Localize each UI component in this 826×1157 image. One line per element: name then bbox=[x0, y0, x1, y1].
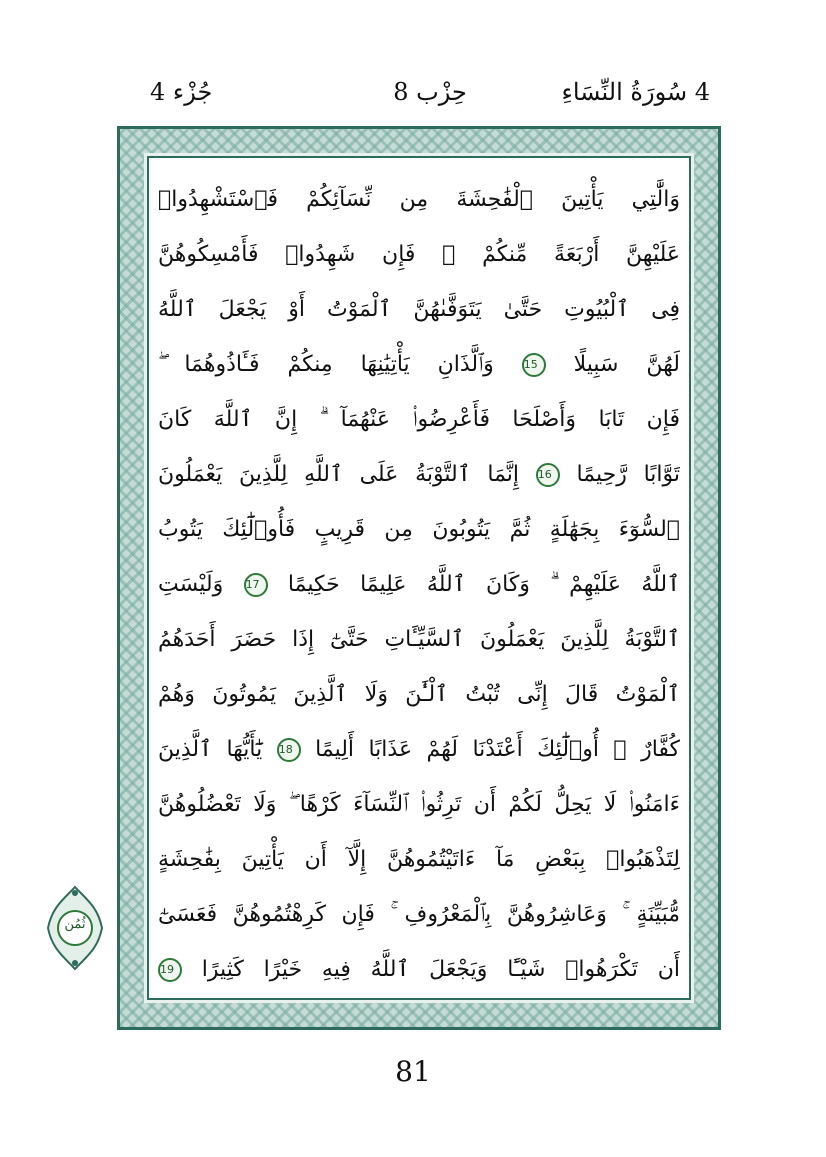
ayah-number-marker: 19 bbox=[158, 958, 182, 982]
page-header bbox=[150, 78, 710, 122]
text-line-1: وَالَّٰتِي يَأْتِينَ ٱلْفَٰحِشَةَ مِن نِّسَآئِكُمْ فَٱسْتَشْهِدُوا۟ bbox=[158, 187, 680, 212]
text-line-5: فَإِن تَابَا وَأَصْلَحَا فَأَعْرِضُوا۟ عَنْهُمَآ ۗ إِنَّ ٱللَّهَ كَانَ bbox=[158, 407, 680, 432]
ayah-number-marker: 15 bbox=[522, 353, 546, 377]
surah-title: 4 سُورَةُ النِّسَاءِ bbox=[561, 78, 710, 106]
text-line-15: أَن تَكْرَهُوا۟ شَيْـًٔا وَيَجْعَلَ ٱللَّهُ فِيهِ خَيْرًا كَثِيرًا 19 bbox=[160, 957, 680, 982]
juz-label: جُزْء 4 bbox=[150, 78, 213, 106]
hizb-marker-label: ثُمُن bbox=[64, 917, 86, 932]
ayah-number-marker: 16 bbox=[536, 463, 560, 487]
hizb-marker bbox=[46, 885, 104, 971]
ayah-number-marker: 18 bbox=[277, 738, 301, 762]
hizb-label: حِزْب 8 bbox=[393, 78, 467, 106]
text-line-4: لَهُنَّ سَبِيلًا 15 وَٱلَّذَانِ يَأْتِيَٰنِهَا مِنكُمْ فَـَٔاذُوهُمَا ۖ bbox=[158, 352, 680, 377]
page-number: 81 bbox=[395, 1055, 431, 1088]
text-line-8: ٱللَّهُ عَلَيْهِمْ ۗ وَكَانَ ٱللَّهُ عَلِيمًا حَكِيمًا 17 وَلَيْسَتِ bbox=[158, 572, 680, 597]
ayah-number-marker: 17 bbox=[244, 573, 268, 597]
text-line-7: ٱلسُّوٓءَ بِجَهَٰلَةٍ ثُمَّ يَتُوبُونَ مِن قَرِيبٍ فَأُو۟لَٰٓئِكَ يَتُوبُ bbox=[158, 517, 680, 542]
text-line-9: ٱلتَّوْبَةُ لِلَّذِينَ يَعْمَلُونَ ٱلسَّيِّـَٔاتِ حَتَّىٰٓ إِذَا حَضَرَ أَحَدَهُمُ bbox=[158, 627, 680, 652]
text-line-11: كُفَّارٌ ۚ أُو۟لَٰٓئِكَ أَعْتَدْنَا لَهُمْ عَذَابًا أَلِيمًا 18 يَٰٓأَيُّهَا ٱلَّذِينَ bbox=[158, 737, 680, 762]
text-line-6: تَوَّابًا رَّحِيمًا 16 إِنَّمَا ٱلتَّوْبَةُ عَلَى ٱللَّهِ لِلَّذِينَ يَعْمَلُونَ bbox=[158, 462, 680, 487]
text-line-3: فِى ٱلْبُيُوتِ حَتَّىٰ يَتَوَفَّىٰهُنَّ ٱلْمَوْتُ أَوْ يَجْعَلَ ٱللَّهُ bbox=[158, 297, 680, 322]
text-line-10: ٱلْمَوْتُ قَالَ إِنِّى تُبْتُ ٱلْـَٰٔنَ وَلَا ٱلَّذِينَ يَمُوتُونَ وَهُمْ bbox=[158, 682, 680, 707]
text-line-13: لِتَذْهَبُوا۟ بِبَعْضِ مَآ ءَاتَيْتُمُوهُنَّ إِلَّآ أَن يَأْتِينَ بِفَٰحِشَةٍ bbox=[158, 847, 680, 872]
quran-text bbox=[158, 170, 680, 1000]
text-line-14: مُّبَيِّنَةٍ ۚ وَعَاشِرُوهُنَّ بِٱلْمَعْرُوفِ ۚ فَإِن كَرِهْتُمُوهُنَّ فَعَسَىٰٓ bbox=[158, 902, 680, 927]
text-line-2: عَلَيْهِنَّ أَرْبَعَةً مِّنكُمْ ۖ فَإِن شَهِدُوا۟ فَأَمْسِكُوهُنَّ bbox=[158, 242, 680, 267]
text-line-12: ءَامَنُوا۟ لَا يَحِلُّ لَكُمْ أَن تَرِثُوا۟ ٱلنِّسَآءَ كَرْهًا ۖ وَلَا تَعْضُلُوهُنَّ bbox=[158, 792, 680, 817]
